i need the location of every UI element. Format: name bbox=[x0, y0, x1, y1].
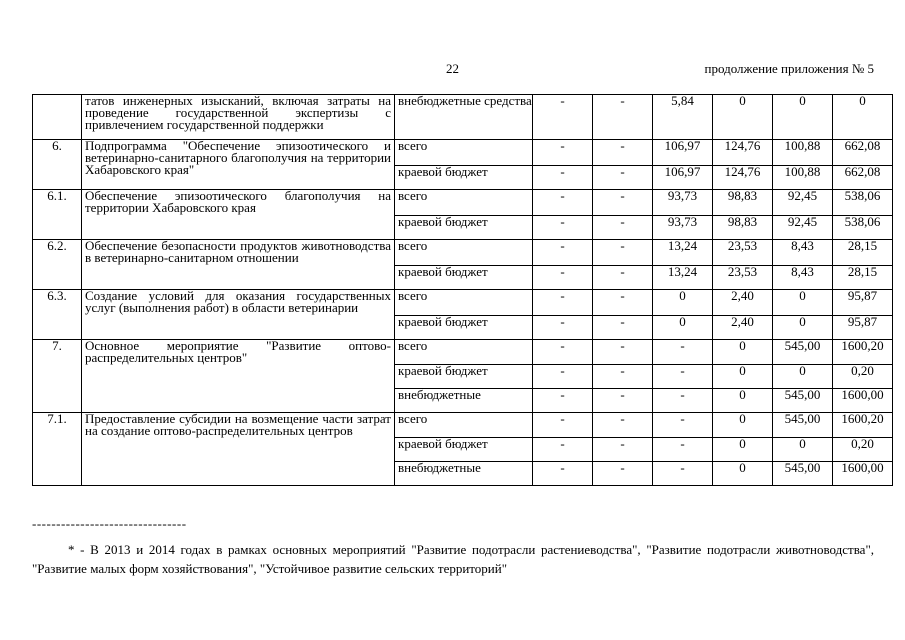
amount-cell: - bbox=[593, 95, 653, 140]
amount-cell: 8,43 bbox=[773, 240, 833, 266]
amount-cell: 124,76 bbox=[713, 166, 773, 190]
amount-cell: 545,00 bbox=[773, 340, 833, 365]
amount-cell: - bbox=[653, 389, 713, 413]
table-row bbox=[33, 413, 893, 438]
amount-cell: 0 bbox=[773, 290, 833, 316]
funding-source: краевой бюджет bbox=[395, 266, 533, 290]
amount-cell: 124,76 bbox=[713, 140, 773, 166]
amount-cell: 0 bbox=[773, 365, 833, 389]
amount-cell: - bbox=[593, 389, 653, 413]
amount-cell: 23,53 bbox=[713, 240, 773, 266]
amount-cell: 545,00 bbox=[773, 389, 833, 413]
funding-source: краевой бюджет bbox=[395, 166, 533, 190]
amount-cell: - bbox=[533, 140, 593, 166]
amount-cell: - bbox=[593, 413, 653, 438]
item-name: татов инженерных изысканий, включая затраты на проведение государственной экспертизы с привлечением государственной поддержки bbox=[82, 95, 395, 140]
amount-cell: - bbox=[653, 365, 713, 389]
amount-cell: 106,97 bbox=[653, 166, 713, 190]
amount-cell: 28,15 bbox=[833, 266, 893, 290]
amount-cell: - bbox=[593, 266, 653, 290]
amount-cell: - bbox=[533, 166, 593, 190]
amount-cell: 0 bbox=[653, 316, 713, 340]
amount-cell: - bbox=[593, 316, 653, 340]
amount-cell: - bbox=[533, 438, 593, 462]
amount-cell: - bbox=[593, 216, 653, 240]
footnote-text: * - В 2013 и 2014 годах в рамках основных мероприятий "Развитие подотрасли растениеводства", "Развитие подотрасли животноводства", "Развитие малых форм хозяйствования", "Устойчивое развитие сельских территорий" bbox=[32, 542, 874, 576]
amount-cell: - bbox=[533, 316, 593, 340]
amount-cell: 2,40 bbox=[713, 290, 773, 316]
amount-cell: - bbox=[593, 140, 653, 166]
funding-source: всего bbox=[395, 290, 533, 316]
amount-cell: - bbox=[533, 290, 593, 316]
amount-cell: 0 bbox=[773, 316, 833, 340]
amount-cell: 0 bbox=[713, 365, 773, 389]
amount-cell: - bbox=[533, 365, 593, 389]
amount-cell: 0 bbox=[773, 95, 833, 140]
amount-cell: - bbox=[593, 438, 653, 462]
funding-source: краевой бюджет bbox=[395, 438, 533, 462]
amount-cell: - bbox=[593, 166, 653, 190]
amount-cell: 662,08 bbox=[833, 140, 893, 166]
amount-cell: - bbox=[533, 95, 593, 140]
item-number: 7. bbox=[33, 340, 82, 413]
amount-cell: - bbox=[653, 438, 713, 462]
appendix-continuation-label: продолжение приложения № 5 bbox=[704, 61, 874, 76]
amount-cell: 28,15 bbox=[833, 240, 893, 266]
amount-cell: 545,00 bbox=[773, 462, 833, 486]
amount-cell: 92,45 bbox=[773, 190, 833, 216]
amount-cell: - bbox=[533, 190, 593, 216]
item-number: 6.3. bbox=[33, 290, 82, 340]
amount-cell: - bbox=[593, 462, 653, 486]
amount-cell: 662,08 bbox=[833, 166, 893, 190]
amount-cell: - bbox=[593, 340, 653, 365]
item-number: 6.1. bbox=[33, 190, 82, 240]
item-number: 6.2. bbox=[33, 240, 82, 290]
page-number: 22 bbox=[446, 61, 459, 76]
amount-cell: 93,73 bbox=[653, 190, 713, 216]
amount-cell: 0 bbox=[713, 389, 773, 413]
amount-cell: 0 bbox=[713, 413, 773, 438]
amount-cell: 545,00 bbox=[773, 413, 833, 438]
amount-cell: - bbox=[533, 389, 593, 413]
amount-cell: 13,24 bbox=[653, 240, 713, 266]
amount-cell: - bbox=[653, 340, 713, 365]
item-name: Обеспечение эпизоотического благополучия на территории Хабаровского края bbox=[82, 190, 395, 240]
item-number: 6. bbox=[33, 140, 82, 190]
amount-cell: 13,24 bbox=[653, 266, 713, 290]
amount-cell: - bbox=[533, 266, 593, 290]
amount-cell: 106,97 bbox=[653, 140, 713, 166]
amount-cell: 1600,20 bbox=[833, 340, 893, 365]
amount-cell: 1600,00 bbox=[833, 389, 893, 413]
amount-cell: 538,06 bbox=[833, 216, 893, 240]
funding-source: внебюджетные bbox=[395, 389, 533, 413]
amount-cell: - bbox=[653, 413, 713, 438]
amount-cell: 98,83 bbox=[713, 216, 773, 240]
table-row bbox=[33, 240, 893, 266]
item-number: 7.1. bbox=[33, 413, 82, 486]
table-row bbox=[33, 140, 893, 166]
amount-cell: 0 bbox=[713, 462, 773, 486]
amount-cell: 95,87 bbox=[833, 290, 893, 316]
table-row bbox=[33, 190, 893, 216]
amount-cell: 1600,00 bbox=[833, 462, 893, 486]
amount-cell: 0 bbox=[653, 290, 713, 316]
funding-source: всего bbox=[395, 340, 533, 365]
amount-cell: 93,73 bbox=[653, 216, 713, 240]
item-name: Создание условий для оказания государственных услуг (выполнения работ) в области ветеринарии bbox=[82, 290, 395, 340]
item-number bbox=[33, 95, 82, 140]
amount-cell: - bbox=[533, 240, 593, 266]
amount-cell: 0 bbox=[713, 438, 773, 462]
amount-cell: 23,53 bbox=[713, 266, 773, 290]
funding-source: внебюджетные средства bbox=[395, 95, 533, 140]
amount-cell: - bbox=[593, 240, 653, 266]
table-row bbox=[33, 95, 893, 140]
amount-cell: 0,20 bbox=[833, 365, 893, 389]
amount-cell: 95,87 bbox=[833, 316, 893, 340]
funding-source: краевой бюджет bbox=[395, 216, 533, 240]
amount-cell: - bbox=[533, 340, 593, 365]
table-row bbox=[33, 340, 893, 365]
funding-source: внебюджетные bbox=[395, 462, 533, 486]
funding-source: краевой бюджет bbox=[395, 316, 533, 340]
amount-cell: 8,43 bbox=[773, 266, 833, 290]
amount-cell: - bbox=[593, 190, 653, 216]
amount-cell: 98,83 bbox=[713, 190, 773, 216]
funding-source: всего bbox=[395, 413, 533, 438]
amount-cell: - bbox=[533, 216, 593, 240]
item-name: Обеспечение безопасности продуктов животноводства в ветеринарно-санитарном отношении bbox=[82, 240, 395, 290]
amount-cell: 0 bbox=[713, 340, 773, 365]
amount-cell: 92,45 bbox=[773, 216, 833, 240]
amount-cell: 2,40 bbox=[713, 316, 773, 340]
amount-cell: - bbox=[593, 290, 653, 316]
table-row bbox=[33, 290, 893, 316]
amount-cell: 5,84 bbox=[653, 95, 713, 140]
amount-cell: 0 bbox=[773, 438, 833, 462]
funding-source: всего bbox=[395, 140, 533, 166]
amount-cell: 0,20 bbox=[833, 438, 893, 462]
amount-cell: 1600,20 bbox=[833, 413, 893, 438]
funding-source: всего bbox=[395, 190, 533, 216]
amount-cell: 0 bbox=[713, 95, 773, 140]
amount-cell: 100,88 bbox=[773, 140, 833, 166]
item-name: Предоставление субсидии на возмещение части затрат на создание оптово-распределительных центров bbox=[82, 413, 395, 486]
amount-cell: 538,06 bbox=[833, 190, 893, 216]
item-name: Подпрограмма "Обеспечение эпизоотического и ветеринарно-санитарного благополучия на территории Хабаровского края" bbox=[82, 140, 395, 190]
amount-cell: 100,88 bbox=[773, 166, 833, 190]
footnote-separator: -------------------------------- bbox=[32, 516, 187, 531]
amount-cell: - bbox=[533, 413, 593, 438]
budget-table-body bbox=[33, 95, 893, 486]
funding-source: всего bbox=[395, 240, 533, 266]
amount-cell: - bbox=[533, 462, 593, 486]
amount-cell: - bbox=[653, 462, 713, 486]
funding-source: краевой бюджет bbox=[395, 365, 533, 389]
item-name: Основное мероприятие "Развитие оптово-распределительных центров" bbox=[82, 340, 395, 413]
budget-table bbox=[32, 94, 893, 486]
amount-cell: - bbox=[593, 365, 653, 389]
amount-cell: 0 bbox=[833, 95, 893, 140]
